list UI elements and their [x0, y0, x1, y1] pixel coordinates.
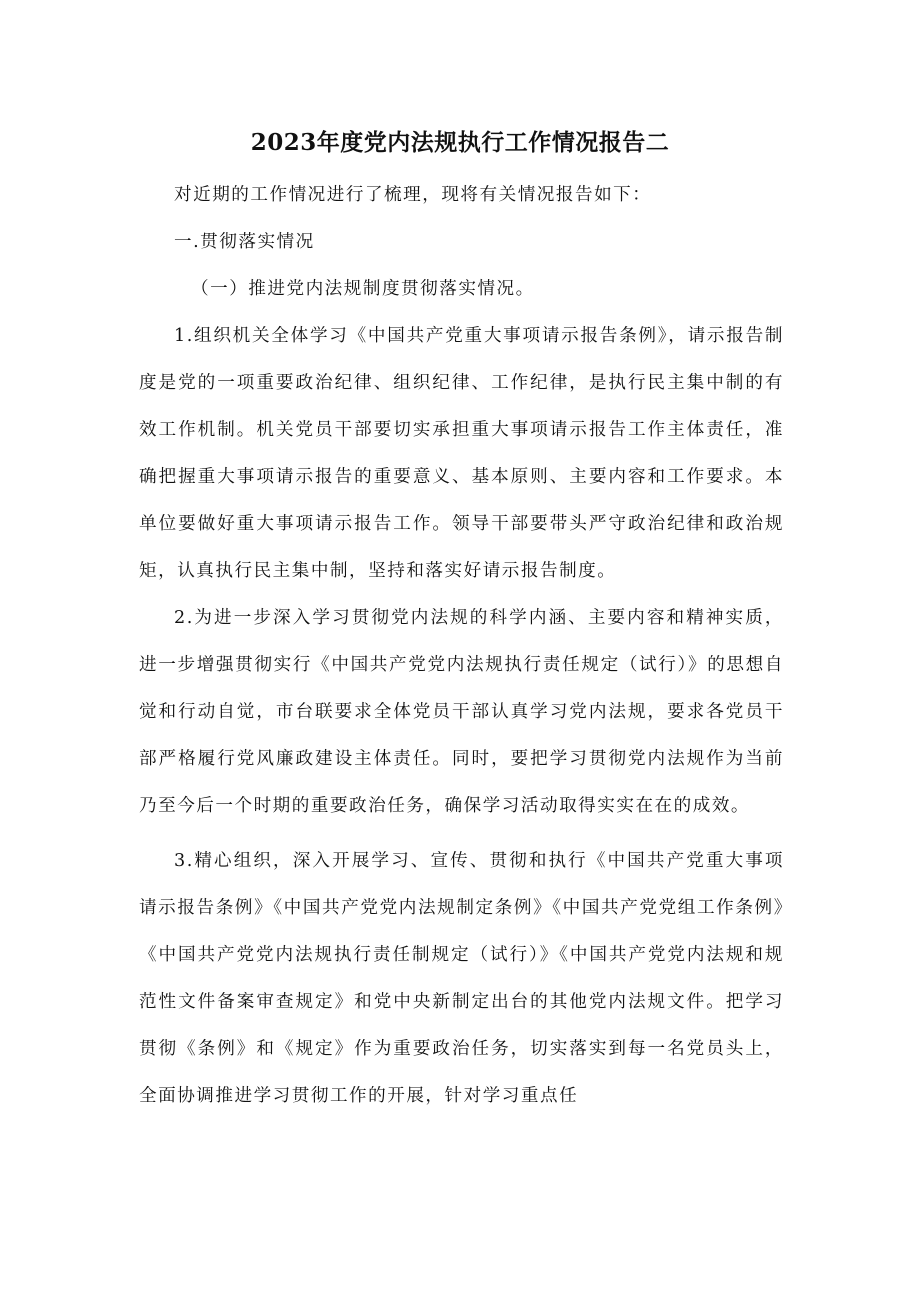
document-body — [139, 172, 784, 1120]
document-title: 2023年度党内法规执行工作情况报告二 — [250, 129, 670, 156]
intro-paragraph: 对近期的工作情况进行了梳理，现将有关情况报告如下： — [174, 185, 652, 205]
paragraph-item-3: 3.精心组织，深入开展学习、宣传、贯彻和执行《中国共产党重大事项请示报告条例》《中国共产党党内法规制定条例》《中国共产党党组工作条例》《中国共产党党内法规执行责任制规定（试行）》《中国共产党党内法规和规范性文件备案审查规定》和党中央新制定出台的其他党内法规文件。把学习贯彻《条例》和《规定》作为重要政治任务，切实落实到每一名党员头上，全面协调推进学习贯彻工作的开展，针对学习重点任 — [139, 851, 784, 1106]
subsection-heading-1: （一）推进党内法规制度贯彻落实情况。 — [191, 279, 535, 299]
paragraph-item-1: 1.组织机关全体学习《中国共产党重大事项请示报告条例》，请示报告制度是党的一项重要政治纪律、组织纪律、工作纪律，是执行民主集中制的有效工作机制。机关党员干部要切实承担重大事项请示报告工作主体责任，准确把握重大事项请示报告的重要意义、基本原则、主要内容和工作要求。本单位要做好重大事项请示报告工作。领导干部要带头严守政治纪律和政治规矩，认真执行民主集中制，坚持和落实好请示报告制度。 — [139, 326, 784, 581]
section-heading-1: 一.贯彻落实情况 — [174, 232, 315, 252]
paragraph-item-2: 2.为进一步深入学习贯彻党内法规的科学内涵、主要内容和精神实质，进一步增强贯彻实行《中国共产党党内法规执行责任规定（试行）》的思想自觉和行动自觉，市台联要求全体党员干部认真学习党内法规，要求各党员干部严格履行党风廉政建设主体责任。同时，要把学习贯彻党内法规作为当前乃至今后一个时期的重要政治任务，确保学习活动取得实实在在的成效。 — [139, 608, 784, 816]
